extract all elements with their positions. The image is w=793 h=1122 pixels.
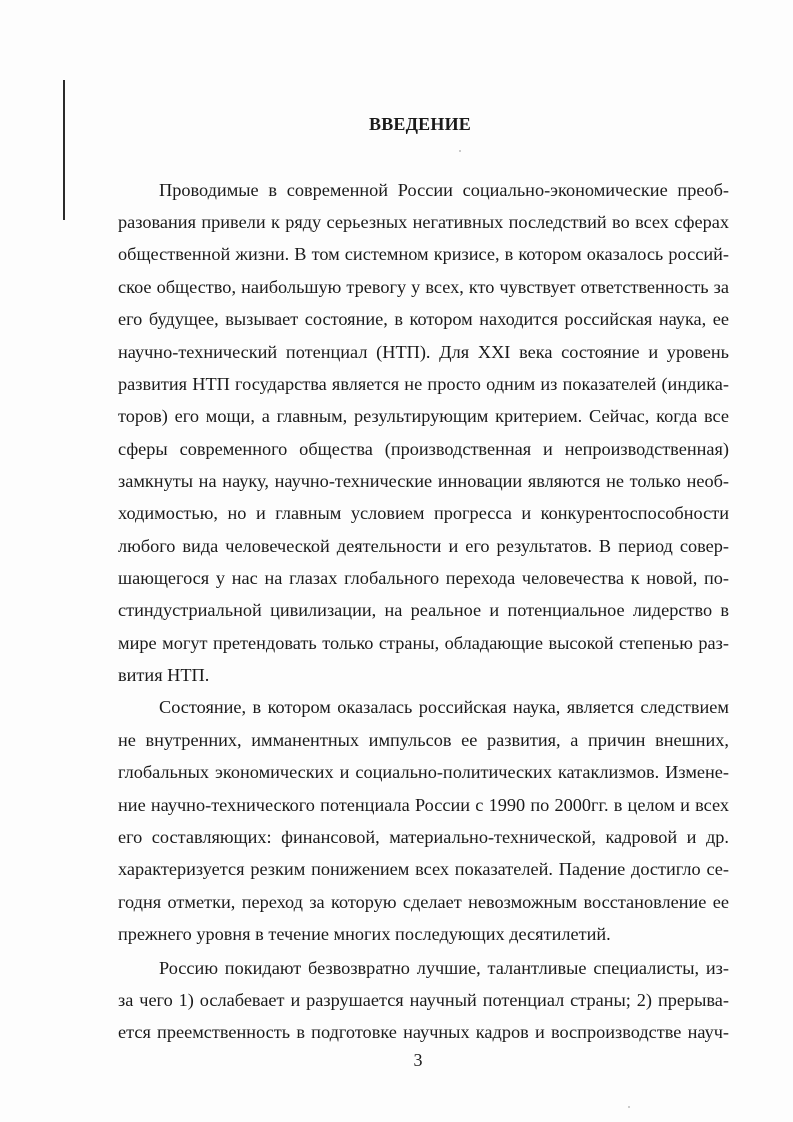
text-line: Состояние, в котором оказалась российская наука, является следствием (159, 697, 729, 717)
text-line: любого вида человеческой деятельности и его результатов. В период совер- (118, 536, 729, 556)
text-line: шающегося у нас на глазах глобального перехода человечества к новой, по- (118, 568, 729, 588)
text-line: не внутренних, имманентных импульсов ее развития, а причин внешних, (118, 730, 729, 750)
text-line: ние научно-технического потенциала России с 1990 по 2000гг. в целом и всех (118, 795, 729, 815)
text-line: ходимостью, но и главным условием прогресса и конкурентоспособности (118, 503, 729, 523)
text-line: годня отметки, переход за которую сделает невозможным восстановление ее (118, 892, 729, 912)
text-line: его будущее, вызывает состояние, в котором находится российская наука, ее (118, 309, 729, 329)
page-number: 3 (413, 1050, 423, 1070)
text-line: Проводимые в современной России социально-экономические преоб- (159, 180, 729, 200)
text-line: ется преемственность в подготовке научных кадров и воспроизводстве науч- (118, 1022, 729, 1042)
text-line: разования привели к ряду серьезных негативных последствий во всех сферах (118, 212, 729, 232)
scan-speck (459, 150, 461, 152)
text-line: за чего 1) ослабевает и разрушается научный потенциал страны; 2) прерыва- (118, 990, 729, 1010)
text-line: Россию покидают безвозвратно лучшие, талантливые специалисты, из- (159, 958, 729, 978)
text-line: замкнуты на науку, научно-технические инновации являются не только необ- (118, 471, 729, 491)
scan-speck (628, 1106, 630, 1108)
text-line: мире могут претендовать только страны, обладающие высокой степенью раз- (118, 633, 729, 653)
text-line: глобальных экономических и социально-политических катаклизмов. Измене- (118, 762, 729, 782)
page-title: ВВЕДЕНИЕ (368, 114, 471, 134)
text-line: общественной жизни. В том системном кризисе, в котором оказалось россий- (118, 244, 729, 264)
text-line: прежнего уровня в течение многих последующих десятилетий. (118, 924, 611, 944)
text-line: развития НТП государства является не просто одним из показателей (индика- (118, 374, 729, 394)
text-line: научно-технический потенциал (НТП). Для XXI века состояние и уровень (118, 342, 729, 362)
text-line: сферы современного общества (производственная и непроизводственная) (118, 439, 729, 459)
text-line: торов) его мощи, а главным, результирующим критерием. Сейчас, когда все (118, 406, 729, 426)
text-line: его составляющих: финансовой, материально-технической, кадровой и др. (118, 827, 729, 847)
text-line: вития НТП. (118, 665, 210, 685)
text-line: стиндустриальной цивилизации, на реальное и потенциальное лидерство в (118, 600, 729, 620)
text-line: характеризуется резким понижением всех показателей. Падение достигло се- (118, 859, 729, 879)
text-line: ское общество, наибольшую тревогу у всех, кто чувствует ответственность за (118, 277, 729, 297)
margin-binding-mark (63, 80, 65, 220)
